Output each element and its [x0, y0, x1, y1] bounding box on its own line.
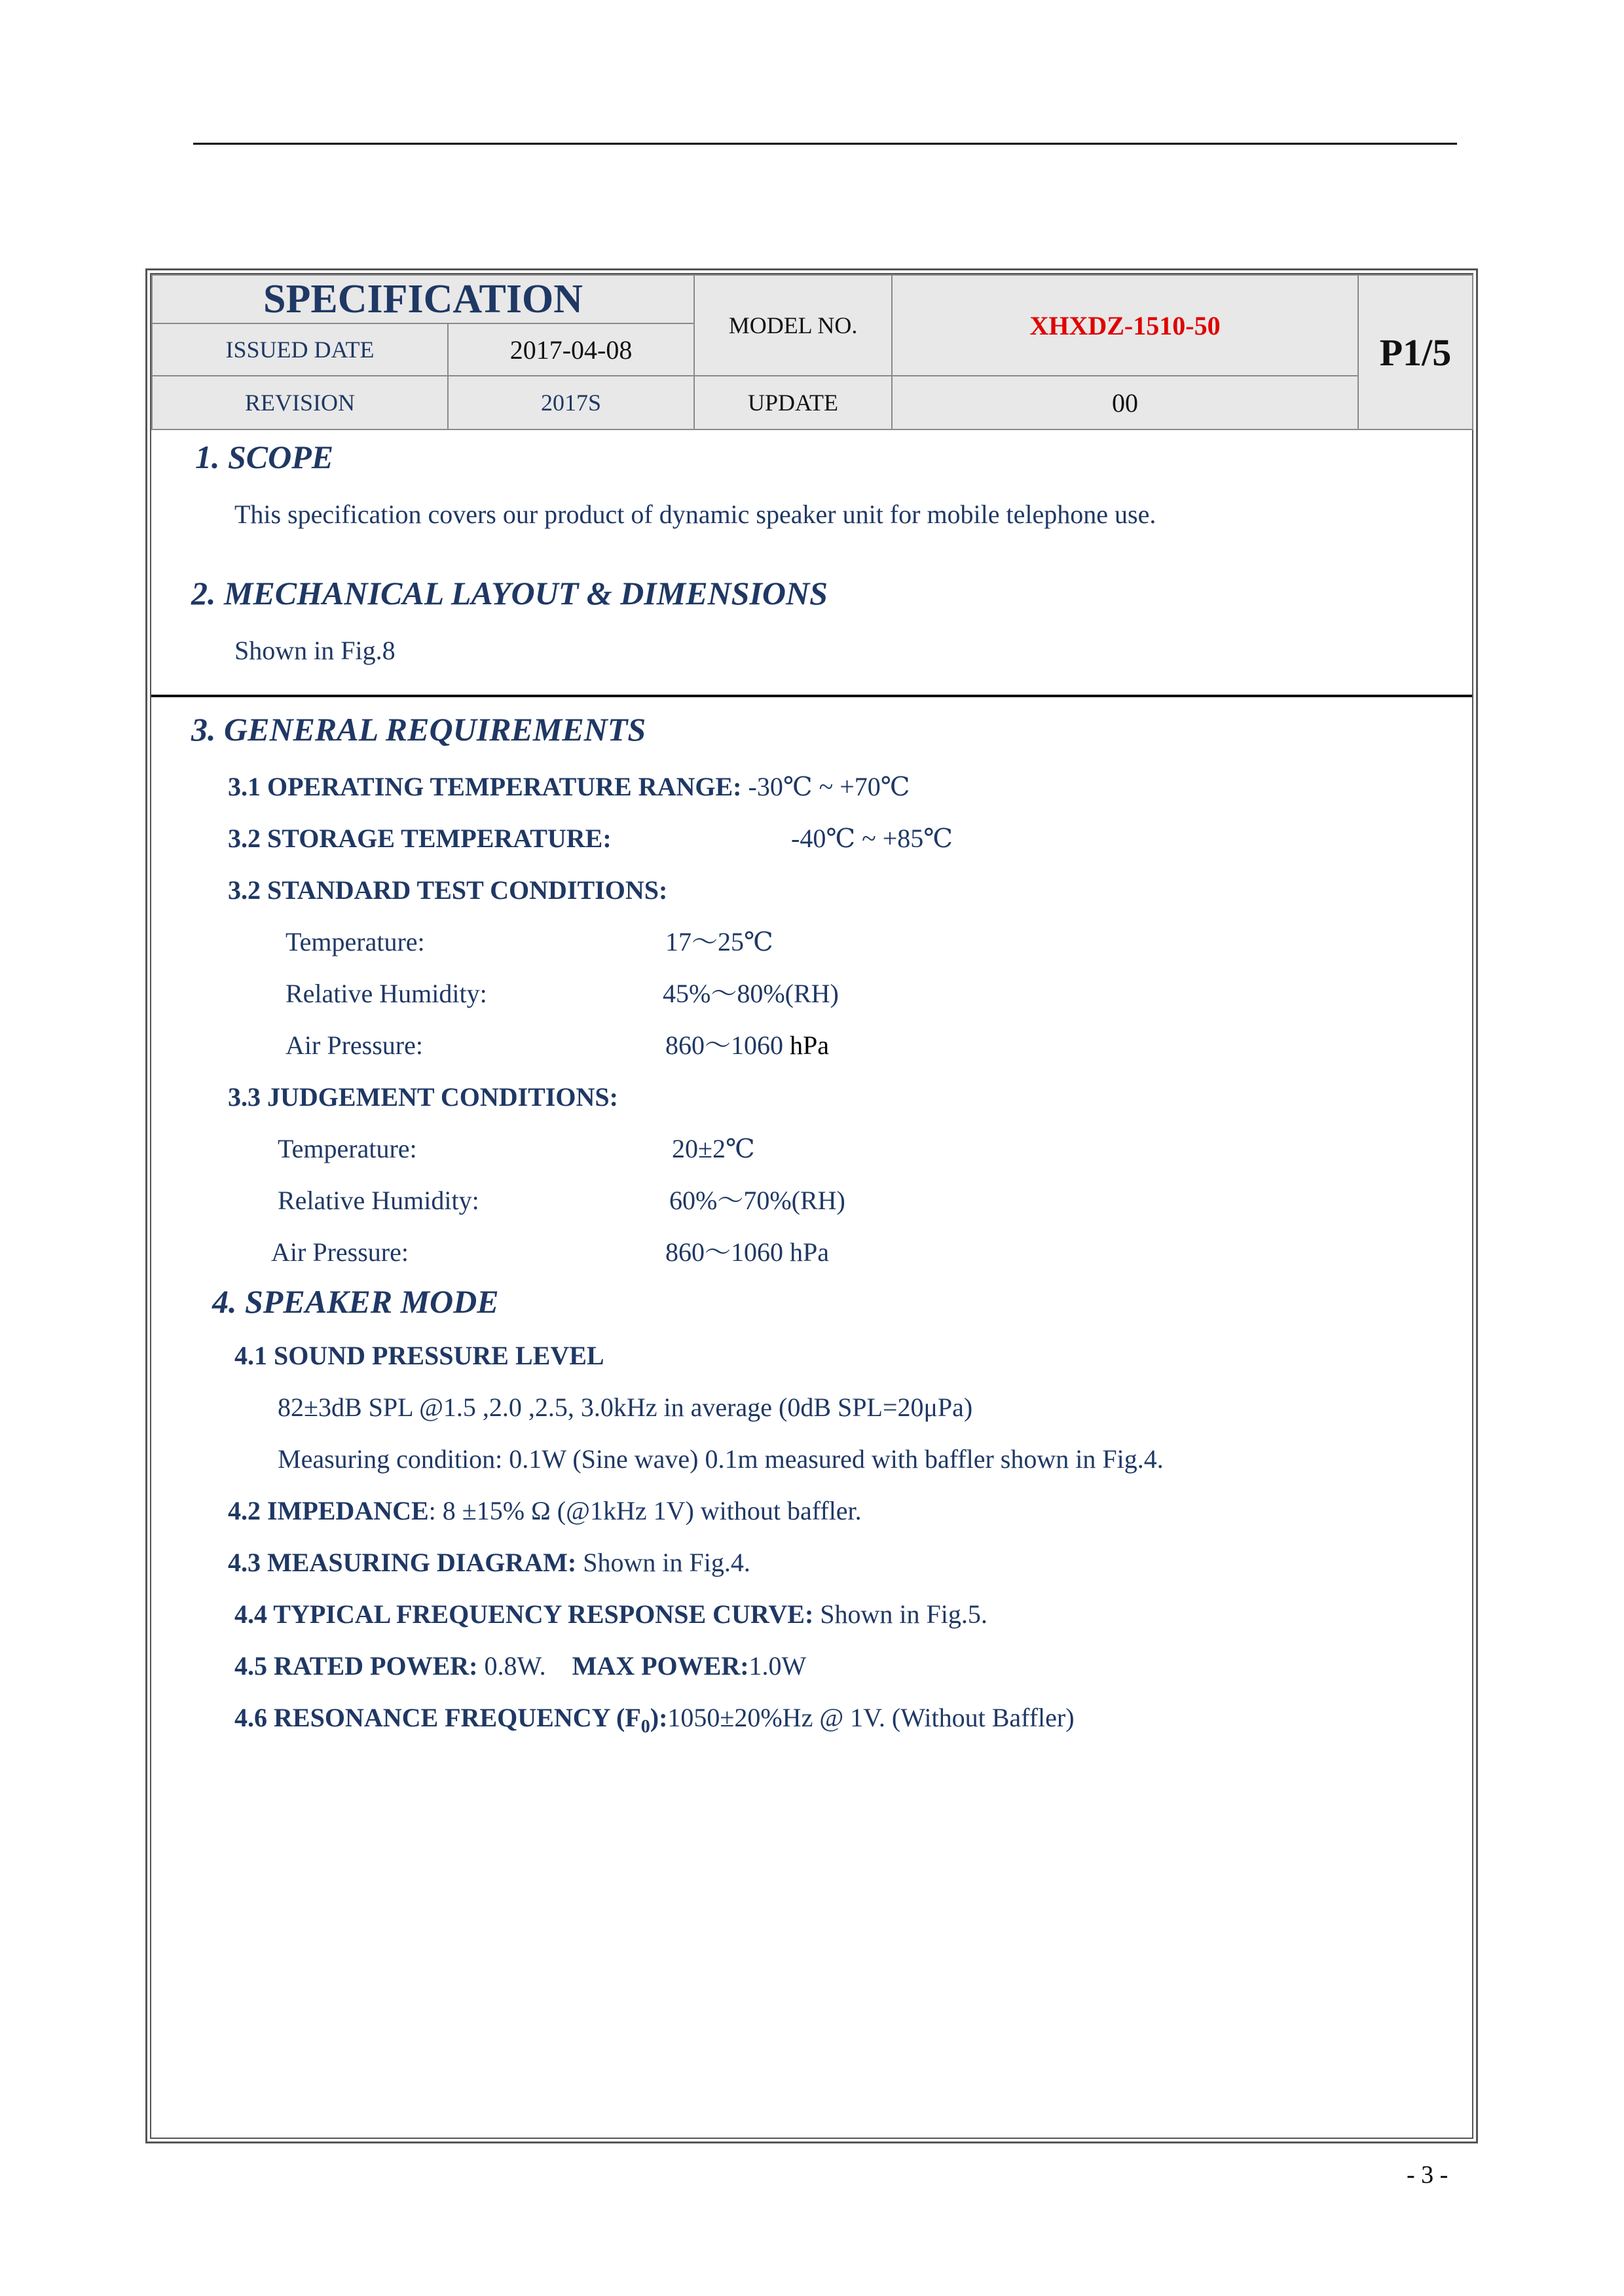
judge-hum-label: Relative Humidity:: [278, 1186, 479, 1215]
model-value: XHXDZ-1510-50: [892, 275, 1358, 376]
storage-label: 3.2 STORAGE TEMPERATURE:: [228, 824, 612, 853]
resonance-value: 1050±20%Hz @ 1V. (Without Baffler): [667, 1703, 1075, 1732]
rated-power-value: 0.8W.: [477, 1651, 572, 1681]
speaker-heading: 4. SPEAKER MODE: [212, 1283, 499, 1320]
resonance-label-close: ):: [650, 1703, 668, 1732]
spl-label: 4.1 SOUND PRESSURE LEVEL: [234, 1341, 604, 1370]
header-bottom-rule: [151, 695, 1472, 697]
spl-text: 82±3dB SPL @1.5 ,2.0 ,2.5, 3.0kHz in average (0dB SPL=20μPa): [278, 1393, 973, 1422]
storage-value: -40℃ ~ +85℃: [791, 824, 953, 853]
judge-hum-value: 60%～70%(RH): [669, 1186, 845, 1215]
spec-header-table: [151, 274, 1473, 430]
std-air-label: Air Pressure:: [286, 1030, 423, 1060]
issued-date-value: 2017-04-08: [448, 323, 694, 376]
std-temp-value: 17～25℃: [665, 927, 773, 957]
judge-air-label: Air Pressure:: [271, 1237, 409, 1267]
resonance-subscript: 0: [640, 1717, 650, 1737]
judge-temp-label: Temperature:: [278, 1134, 417, 1163]
impedance-label: 4.2 IMPEDANCE: [228, 1496, 429, 1525]
impedance-line: [228, 1495, 862, 1527]
diagram-label: 4.3 MEASURING DIAGRAM:: [228, 1548, 577, 1577]
scope-heading: 1. SCOPE: [195, 439, 334, 475]
op-temp-line: [228, 771, 910, 803]
general-heading: 3. GENERAL REQUIREMENTS: [191, 711, 646, 748]
op-temp-label: 3.1 OPERATING TEMPERATURE RANGE:: [228, 772, 742, 801]
top-rule: [193, 143, 1457, 145]
spec-title: SPECIFICATION: [152, 275, 694, 323]
update-value: 00: [892, 376, 1358, 429]
page-number: - 3 -: [1407, 2161, 1449, 2189]
page-indicator: P1/5: [1358, 275, 1473, 429]
std-hum-label: Relative Humidity:: [286, 979, 487, 1008]
rated-power-label: 4.5 RATED POWER:: [234, 1651, 478, 1681]
max-power-value: 1.0W: [748, 1651, 807, 1681]
std-air-line: [665, 1030, 829, 1061]
spl-condition: Measuring condition: 0.1W (Sine wave) 0.1m measured with baffler shown in Fig.4.: [278, 1444, 1164, 1474]
impedance-value: : 8 ±15% Ω (@1kHz 1V) without baffler.: [428, 1496, 862, 1525]
mechanical-heading: 2. MECHANICAL LAYOUT & DIMENSIONS: [191, 575, 828, 611]
resonance-line: [234, 1702, 1075, 1737]
op-temp-value: -30℃ ~ +70℃: [741, 772, 910, 801]
judge-temp-value: 20±2℃: [672, 1134, 755, 1163]
diagram-line: [228, 1547, 750, 1578]
std-air-unit: hPa: [783, 1030, 829, 1060]
resonance-label: 4.6 RESONANCE FREQUENCY (F: [234, 1703, 641, 1732]
update-label: UPDATE: [694, 376, 892, 429]
freq-response-label: 4.4 TYPICAL FREQUENCY RESPONSE CURVE:: [234, 1599, 814, 1629]
scope-text: This specification covers our product of dynamic speaker unit for mobile telephone use.: [234, 500, 1156, 529]
revision-value: 2017S: [448, 376, 694, 429]
max-power-label: MAX POWER:: [572, 1651, 749, 1681]
model-label: MODEL NO.: [694, 275, 892, 376]
std-hum-value: 45%～80%(RH): [663, 979, 839, 1008]
judgement-label: 3.3 JUDGEMENT CONDITIONS:: [228, 1082, 618, 1112]
power-line: [234, 1650, 806, 1682]
revision-label: REVISION: [152, 376, 448, 429]
std-temp-label: Temperature:: [286, 927, 425, 957]
diagram-value: Shown in Fig.4.: [576, 1548, 750, 1577]
mechanical-text: Shown in Fig.8: [234, 636, 396, 665]
issued-date-label: ISSUED DATE: [152, 323, 448, 376]
freq-response-line: [234, 1599, 987, 1630]
freq-response-value: Shown in Fig.5.: [813, 1599, 987, 1629]
std-air-value: 860～1060: [665, 1030, 783, 1060]
std-conditions-label: 3.2 STANDARD TEST CONDITIONS:: [228, 875, 668, 905]
judge-air-value: 860～1060 hPa: [665, 1237, 829, 1267]
